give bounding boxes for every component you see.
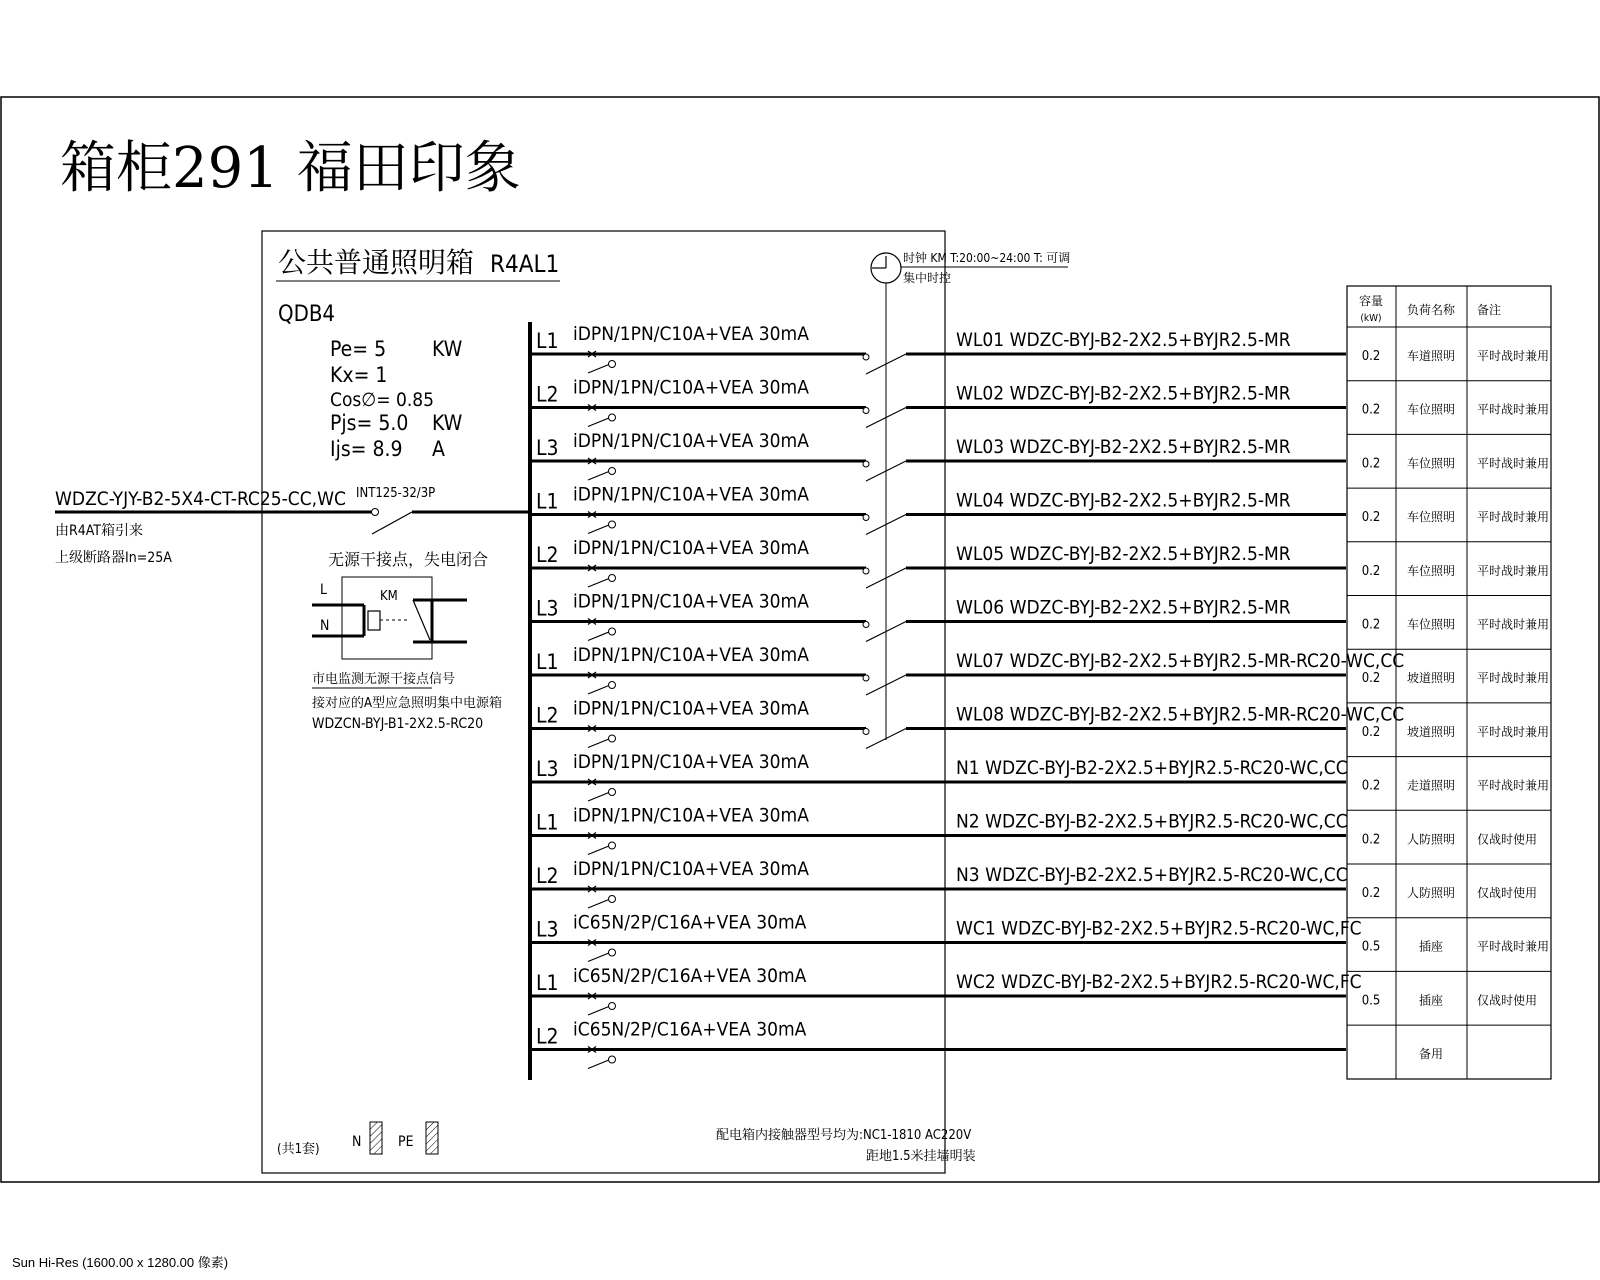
panel-id: QDB4 [278,302,335,327]
load-table [1347,286,1551,1079]
circuit-phase: L2 [536,864,559,888]
table-remark: 仅战时使用 [1477,832,1538,847]
table-header-capacity: 容量 [1358,294,1384,308]
table-load-name: 车道照明 [1406,349,1456,363]
outgoing-cable-label: WL07 WDZC-BYJ-B2-2X2.5+BYJR2.5-MR-RC20-WC,CC [956,650,1405,672]
contactor-pivot [863,568,869,574]
circuit-breaker-label: iDPN/1PN/C10A+VEA 30mA [573,751,809,773]
table-capacity: 0.5 [1361,993,1381,1009]
table-remark: 平时战时兼用 [1477,724,1550,739]
contactor-pivot [863,515,869,521]
table-load-name: 车位照明 [1406,617,1456,632]
circuit-breaker-label: iDPN/1PN/C10A+VEA 30mA [573,644,809,666]
contact-n-label: N [320,618,330,634]
panel-count: (共1套) [277,1142,320,1157]
outgoing-cable-label: WC1 WDZC-BYJ-B2-2X2.5+BYJR2.5-RC20-WC,FC [956,917,1362,940]
table-capacity: 0.2 [1361,456,1381,472]
table-load-name: 车位照明 [1406,456,1456,471]
breaker-pivot [609,682,616,689]
breaker-pivot [609,842,616,849]
table-capacity: 0.2 [1361,563,1381,579]
outgoing-cable-label: N2 WDZC-BYJ-B2-2X2.5+BYJR2.5-RC20-WC,CC [956,810,1348,833]
circuit-row [532,698,1404,749]
table-capacity: 0.2 [1361,510,1381,526]
incoming-upstream-breaker: 上级断路器In=25A [55,550,172,566]
circuit-phase: L3 [536,436,559,460]
incoming-breaker-blade [372,512,412,534]
table-remark: 平时战时兼用 [1477,778,1550,793]
circuit-row [532,644,1404,695]
circuit-breaker-label: iC65N/2P/C16A+VEA 30mA [573,1018,807,1041]
param-pe-unit: KW [432,337,463,361]
contactor-pivot [863,675,869,681]
outgoing-cable-label: WL01 WDZC-BYJ-B2-2X2.5+BYJR2.5-MR [956,329,1291,351]
circuit-row [532,751,1348,801]
circuit-phase: L3 [536,917,559,942]
circuit-breaker-label: iC65N/2P/C16A+VEA 30mA [573,911,807,934]
pe-bar [426,1122,438,1154]
table-remark: 平时战时兼用 [1477,456,1550,471]
circuit-row [532,537,1346,588]
breaker-pivot [609,575,616,582]
outgoing-cable-label: WL06 WDZC-BYJ-B2-2X2.5+BYJR2.5-MR [956,596,1291,619]
table-remark: 平时战时兼用 [1477,617,1550,632]
circuit-breaker-label: iDPN/1PN/C10A+VEA 30mA [573,858,809,880]
contact-note-1: 市电监测无源干接点信号 [312,672,456,687]
incoming-cable: WDZC-YJY-B2-5X4-CT-RC25-CC,WC [55,488,346,510]
circuit-row [532,591,1346,642]
table-header-capacity-unit: (kW) [1360,313,1382,324]
timer-sub-label: 集中时控 [903,271,952,285]
table-header-load: 负荷名称 [1406,303,1456,317]
circuit-breaker-label: iDPN/1PN/C10A+VEA 30mA [573,430,809,452]
circuit-row [532,965,1362,1015]
circuit-breaker-label: iDPN/1PN/C10A+VEA 30mA [573,323,809,345]
contactor-note: 配电箱内接触器型号均为:NC1-1810 AC220V [716,1128,972,1143]
contactor-pivot [863,354,869,360]
pe-bar-label: PE [398,1134,414,1150]
table-remark: 仅战时使用 [1477,993,1538,1008]
circuit-row [532,323,1346,374]
table-capacity: 0.2 [1361,671,1381,687]
circuit-rows [532,323,1404,1069]
table-load-name: 坡道照明 [1406,671,1456,686]
circuit-phase: L1 [536,489,559,514]
contact-note-3: WDZCN-BYJ-B1-2X2.5-RC20 [312,716,484,732]
contactor-pivot [863,729,869,735]
breaker-pivot [609,896,616,903]
install-note: 距地1.5米挂墙明装 [866,1149,976,1164]
breaker-pivot [609,1003,616,1010]
contact-switch-blade [413,600,430,640]
circuit-phase: L3 [536,596,559,621]
breaker-pivot [609,735,616,742]
breaker-pivot [609,789,616,796]
outgoing-cable-label: WL04 WDZC-BYJ-B2-2X2.5+BYJR2.5-MR [956,489,1291,512]
table-capacity: 0.2 [1361,724,1381,740]
table-capacity: 0.2 [1361,778,1381,794]
circuit-phase: L2 [536,543,559,567]
outgoing-cable-label: WL08 WDZC-BYJ-B2-2X2.5+BYJR2.5-MR-RC20-WC,CC [956,703,1405,726]
breaker-pivot [609,468,616,475]
outgoing-cable-label: WL03 WDZC-BYJ-B2-2X2.5+BYJR2.5-MR [956,436,1291,458]
param-ijs-unit: A [432,437,445,461]
circuit-breaker-label: iDPN/1PN/C10A+VEA 30mA [573,590,809,613]
contactor-pivot [863,408,869,414]
circuit-breaker-label: iDPN/1PN/C10A+VEA 30mA [573,697,809,720]
table-capacity: 0.2 [1361,402,1381,418]
circuit-phase: L1 [536,810,559,835]
table-remark: 平时战时兼用 [1477,563,1550,578]
table-remark: 平时战时兼用 [1477,671,1550,686]
panel-code: R4AL1 [490,250,560,278]
outgoing-cable-label: WL05 WDZC-BYJ-B2-2X2.5+BYJR2.5-MR [956,543,1291,565]
table-capacity: 0.5 [1361,939,1381,955]
table-capacity: 0.2 [1361,617,1381,633]
breaker-pivot [609,1056,616,1063]
table-load-name: 车位照明 [1406,563,1456,578]
table-remark: 平时战时兼用 [1477,402,1550,417]
table-capacity: 0.2 [1361,349,1381,364]
table-load-name: 车位照明 [1406,510,1456,525]
n-bar [370,1122,382,1154]
table-remark: 平时战时兼用 [1477,510,1550,525]
circuit-phase: L1 [536,971,559,995]
table-capacity: 0.2 [1361,832,1381,848]
circuit-breaker-label: iDPN/1PN/C10A+VEA 30mA [573,376,809,399]
circuit-row [532,430,1346,481]
circuit-breaker-label: iDPN/1PN/C10A+VEA 30mA [573,537,809,559]
breaker-pivot [609,521,616,528]
table-load-name: 车位照明 [1406,402,1456,417]
table-remark: 仅战时使用 [1477,886,1538,900]
table-load-name: 走道照明 [1406,778,1456,793]
circuit-phase: L1 [536,650,559,674]
n-bar-label: N [352,1134,362,1150]
param-kx: Kx= 1 [330,363,388,387]
panel-name: 公共普通照明箱 [278,246,475,279]
contact-km-label: KM [380,589,398,604]
circuit-row [532,377,1346,428]
circuit-phase: L1 [536,329,559,353]
table-capacity: 0.2 [1361,886,1381,901]
param-pjs-unit: KW [432,411,463,435]
status-bar: Sun Hi-Res (1600.00 x 1280.00 像素) [12,1255,229,1270]
circuit-row [532,858,1348,908]
circuit-row [532,484,1346,535]
circuit-breaker-label: iDPN/1PN/C10A+VEA 30mA [573,804,809,827]
breaker-pivot [609,361,616,368]
table-load-name: 坡道照明 [1406,724,1456,739]
contactor-pivot [863,461,869,467]
drawing-title: 箱柜291 福田印象 [60,136,521,201]
contact-coil [368,611,380,630]
circuit-breaker-label: iDPN/1PN/C10A+VEA 30mA [573,483,809,506]
incoming-breaker: INT125-32/3P [356,486,436,501]
table-load-name: 人防照明 [1406,886,1456,900]
contact-note-2: 接对应的A型应急照明集中电源箱 [312,696,502,711]
timer-label: 时钟 KM T:20:00~24:00 T: 可调 [903,251,1071,265]
table-remark: 平时战时兼用 [1477,939,1550,954]
contactor-pivot [863,622,869,628]
param-cos: Cos∅= 0.85 [330,389,434,411]
table-load-name: 插座 [1418,939,1444,954]
breaker-pivot [609,628,616,635]
outgoing-cable-label: WL02 WDZC-BYJ-B2-2X2.5+BYJR2.5-MR [956,382,1291,405]
outgoing-cable-label: WC2 WDZC-BYJ-B2-2X2.5+BYJR2.5-RC20-WC,FC [956,971,1362,993]
circuit-phase: L3 [536,757,559,781]
table-load-name: 备用 [1418,1047,1444,1062]
table-header-remark: 备注 [1477,303,1502,317]
circuit-phase: L2 [536,382,559,407]
breaker-pivot [609,949,616,956]
incoming-source: 由R4AT箱引来 [55,523,143,539]
circuit-phase: L2 [536,1024,559,1049]
incoming-breaker-pivot [372,509,379,516]
param-ijs: Ijs= 8.9 [330,437,403,461]
circuit-phase: L2 [536,703,559,728]
circuit-row [532,805,1348,855]
table-load-name: 人防照明 [1406,832,1456,847]
circuit-row [532,912,1362,962]
param-pjs: Pjs= 5.0 [330,411,409,435]
table-remark: 平时战时兼用 [1477,349,1550,363]
circuit-breaker-label: iC65N/2P/C16A+VEA 30mA [573,965,807,987]
outgoing-cable-label: N1 WDZC-BYJ-B2-2X2.5+BYJR2.5-RC20-WC,CC [956,757,1348,779]
circuit-row [532,1019,1346,1069]
contact-title: 无源干接点，失电闭合 [328,550,489,569]
table-load-name: 插座 [1418,993,1444,1008]
breaker-pivot [609,414,616,421]
param-pe: Pe= 5 [330,337,387,361]
contact-l-label: L [320,582,328,598]
outgoing-cable-label: N3 WDZC-BYJ-B2-2X2.5+BYJR2.5-RC20-WC,CC [956,864,1348,886]
